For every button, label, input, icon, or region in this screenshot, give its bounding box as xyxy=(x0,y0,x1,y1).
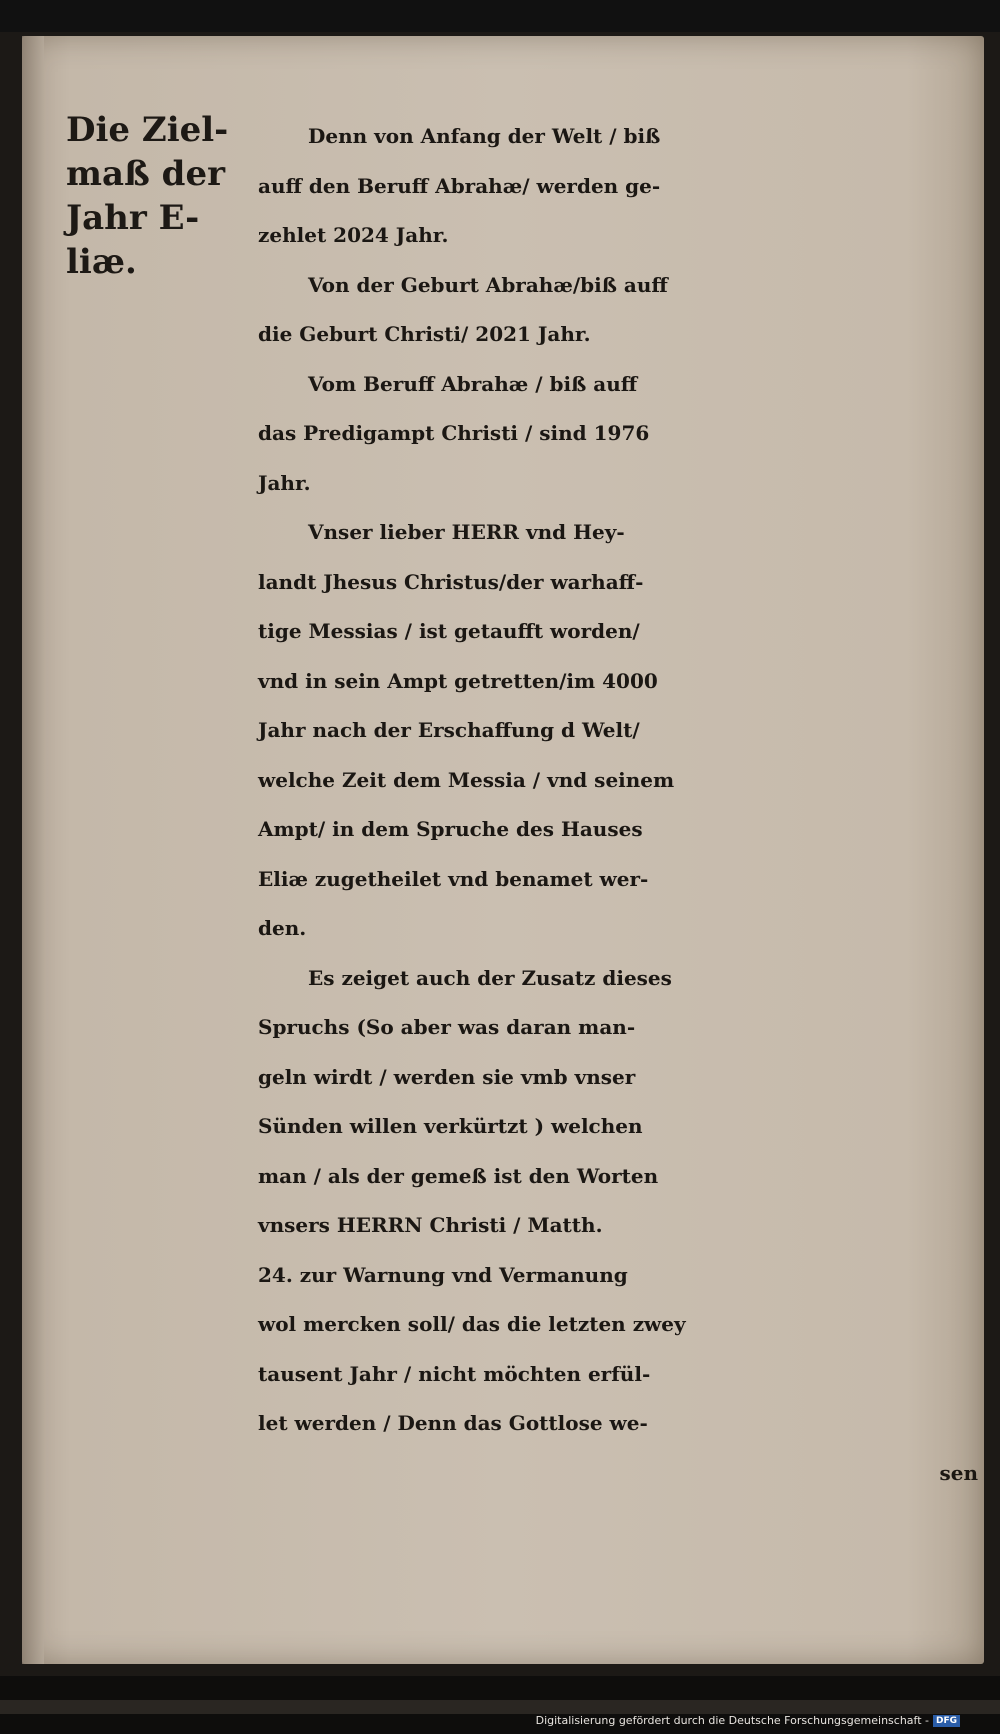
text-line: Vom Beruff Abrahæ / biß auff xyxy=(308,371,638,396)
text-line: Spruchs (So aber was daran man- xyxy=(258,1015,636,1039)
marginal-note-line: maß der xyxy=(66,154,225,194)
text-line: vnsers HERRN Christi / Matth. xyxy=(258,1213,603,1237)
text-line: Jahr nach der Erschaffung d Welt/ xyxy=(258,718,640,742)
text-line: landt Jhesus Christus/der warhaff- xyxy=(258,569,644,594)
marginal-note-line: liæ. xyxy=(66,242,137,282)
catchword: sen xyxy=(939,1460,978,1485)
scan-bottom-bar xyxy=(0,1700,1000,1714)
marginal-note-line: Jahr E- xyxy=(66,198,200,238)
marginal-note xyxy=(66,108,229,284)
text-line: vnd in sein Ampt getretten/im 4000 xyxy=(258,668,658,693)
text-line: welche Zeit dem Messia / vnd seinem xyxy=(258,767,675,792)
body-text xyxy=(258,112,978,1498)
credit-text: Digitalisierung gefördert durch die Deutsche Forschungsgemeinschaft - xyxy=(535,1714,929,1727)
text-line: zehlet 2024 Jahr. xyxy=(258,223,449,247)
text-line: 24. zur Warnung vnd Vermanung xyxy=(258,1262,628,1287)
text-line: man / als der gemeß ist den Worten xyxy=(258,1163,659,1188)
text-line: Eliæ zugetheilet vnd benamet wer- xyxy=(258,866,649,891)
text-line: Ampt/ in dem Spruche des Hauses xyxy=(258,817,643,841)
text-line: Es zeiget auch der Zusatz dieses xyxy=(308,965,672,990)
text-line: Von der Geburt Abrahæ/biß auff xyxy=(308,272,668,297)
text-line: den. xyxy=(258,916,307,940)
text-line: Jahr. xyxy=(258,470,311,495)
text-line: Sünden willen verkürtzt ) welchen xyxy=(258,1114,643,1138)
page-gutter xyxy=(22,36,44,1664)
text-line: Denn von Anfang der Welt / biß xyxy=(308,124,661,148)
text-line: tige Messias / ist getaufft worden/ xyxy=(258,619,640,643)
text-line: let werden / Denn das Gottlose we- xyxy=(258,1411,648,1435)
digitization-credit xyxy=(536,1714,960,1727)
marginal-note-line: Die Ziel- xyxy=(66,110,229,150)
text-line: Vnser lieber HERR vnd Hey- xyxy=(308,520,625,544)
text-line: wol mercken soll/ das die letzten zwey xyxy=(258,1312,686,1336)
text-line: das Predigampt Christi / sind 1976 xyxy=(258,421,650,445)
text-line: tausent Jahr / nicht möchten erfül- xyxy=(258,1361,651,1386)
dfg-logo: DFG xyxy=(933,1715,960,1727)
text-line: die Geburt Christi/ 2021 Jahr. xyxy=(258,322,591,346)
text-line: auff den Beruff Abrahæ/ werden ge- xyxy=(258,173,661,198)
scan-top-border xyxy=(0,0,1000,32)
text-line: geln wirdt / werden sie vmb vnser xyxy=(258,1064,636,1089)
